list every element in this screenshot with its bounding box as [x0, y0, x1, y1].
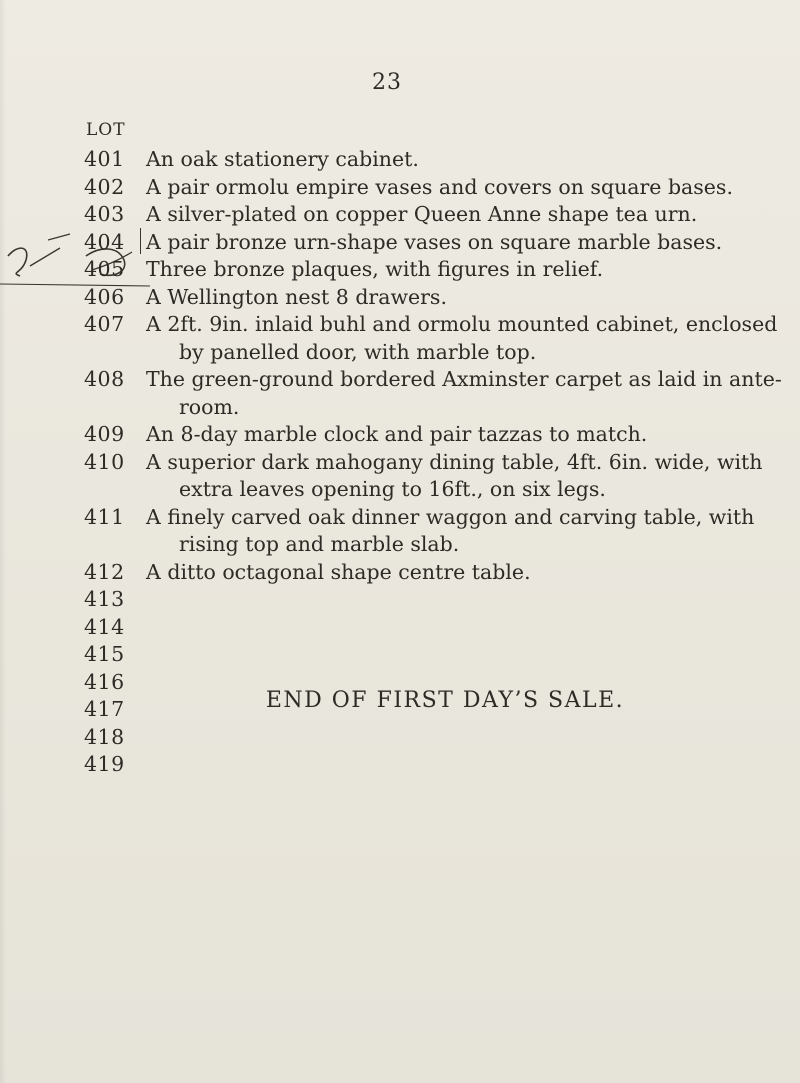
lot-description-line: A Wellington nest 8 drawers. — [146, 284, 447, 309]
lot-description — [146, 311, 777, 366]
lot-description — [146, 174, 733, 202]
lot-description-line: The green-ground bordered Axminster carpet as laid in ante- — [146, 367, 782, 391]
lot-description — [146, 229, 722, 257]
lot-column-header: LOT — [86, 120, 126, 140]
lot-description-line: A superior dark mahogany dining table, 4ft. 6in. wide, with — [146, 449, 763, 474]
lot-description — [146, 366, 782, 421]
lot-number: 415 — [84, 642, 125, 666]
lot-description — [146, 256, 603, 284]
lot-number: 419 — [84, 752, 125, 776]
lot-number: 402 — [84, 174, 125, 199]
lot-number: 418 — [84, 724, 125, 749]
lot-number: 406 — [84, 284, 125, 309]
lot-number: 416 — [84, 669, 125, 694]
lot-description-line: A pair ormolu empire vases and covers on square bases. — [146, 174, 733, 199]
lot-number: 404 — [84, 229, 125, 254]
lot-number: 407 — [84, 312, 125, 336]
lot-description — [146, 559, 531, 587]
lot-number: 408 — [84, 367, 125, 391]
lot-description-continuation: by panelled door, with marble top. — [179, 339, 537, 364]
lot-description-line: A ditto octagonal shape centre table. — [146, 559, 531, 584]
lot-description-line: An 8-day marble clock and pair tazzas to match. — [146, 422, 648, 446]
lot-description-line: A silver-plated on copper Queen Anne shape tea urn. — [146, 202, 698, 226]
lot-description — [146, 201, 697, 229]
lot-description-continuation: rising top and marble slab. — [179, 532, 460, 556]
lot-number: 417 — [84, 697, 125, 721]
lot-description-line: A pair bronze urn-shape vases on square marble bases. — [146, 229, 723, 254]
lot-description-line: Three bronze plaques, with figures in relief. — [146, 257, 604, 281]
lot-number: 401 — [84, 147, 125, 171]
lot-number: 412 — [84, 559, 125, 584]
lot-description-line: A finely carved oak dinner waggon and carving table, with — [146, 504, 755, 529]
lot-description — [146, 421, 647, 449]
lot-description — [146, 504, 754, 559]
end-of-sale-notice: END OF FIRST DAY’S SALE. — [265, 688, 625, 713]
page-number: 23 — [372, 70, 402, 95]
lot-number: 405 — [84, 257, 125, 281]
lot-number: 414 — [84, 614, 125, 639]
lot-description — [146, 284, 447, 312]
lot-description-line: An oak stationery cabinet. — [146, 147, 419, 171]
lot-description-line: A 2ft. 9in. inlaid buhl and ormolu mounted cabinet, enclosed — [146, 312, 778, 336]
lot-description — [146, 449, 763, 504]
lot-number: 413 — [84, 587, 125, 611]
lot-number: 409 — [84, 422, 125, 446]
handwritten-bracket-mark — [140, 228, 145, 254]
lot-number: 410 — [84, 449, 125, 474]
lot-number: 411 — [84, 504, 125, 529]
lot-number: 403 — [84, 202, 125, 226]
lot-description — [146, 146, 419, 174]
page-edge-shadow — [0, 0, 6, 1083]
lot-description-continuation: extra leaves opening to 16ft., on six legs. — [179, 477, 606, 501]
lot-description-continuation: room. — [179, 394, 240, 419]
handwritten-scribble-mark — [0, 226, 150, 296]
